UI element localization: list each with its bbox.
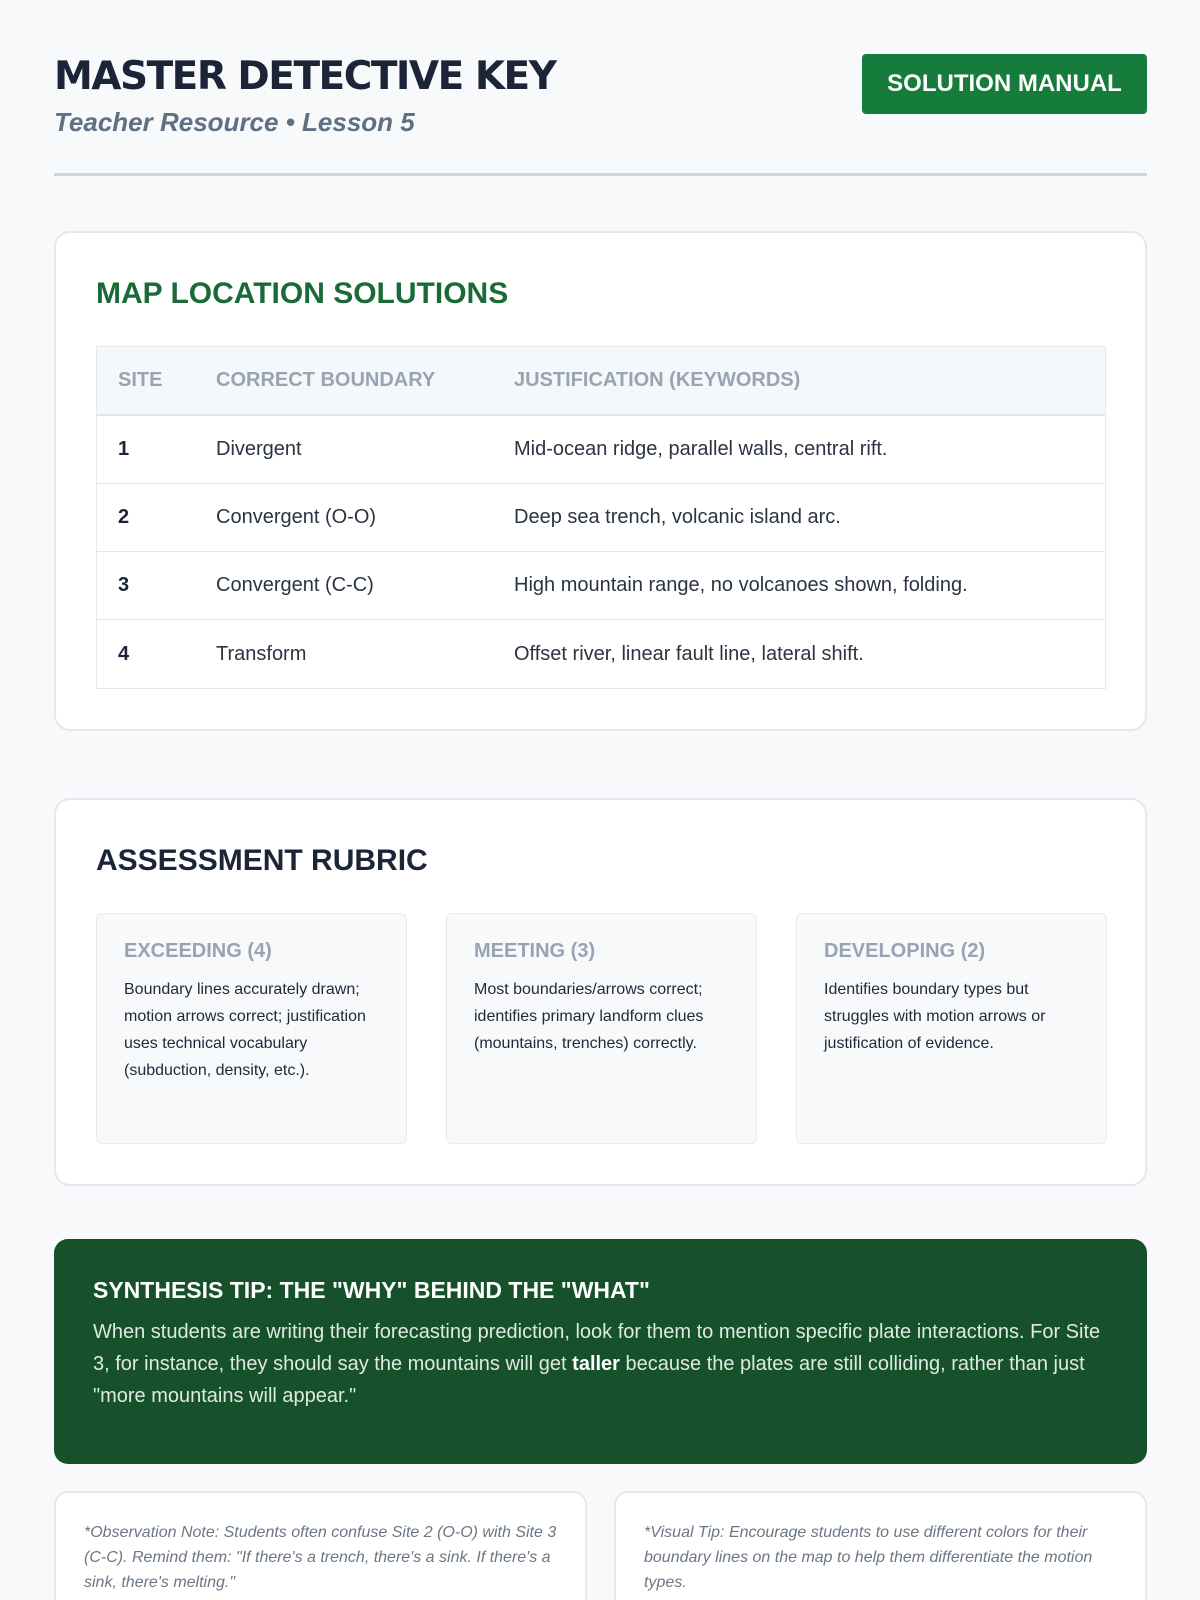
table-row bbox=[97, 416, 1105, 484]
tip-text-end: because the plates are still colliding, rather than just "more mountains will appear." bbox=[93, 1353, 1085, 1407]
rubric-level-meeting bbox=[446, 913, 757, 1144]
tip-emphasis: taller bbox=[572, 1353, 620, 1375]
page-subtitle: Teacher Resource • Lesson 5 bbox=[54, 107, 415, 137]
rubric-level-developing bbox=[796, 913, 1107, 1144]
map-solutions-title: MAP LOCATION SOLUTIONS bbox=[96, 277, 509, 310]
rubric-level-title: DEVELOPING (2) bbox=[824, 940, 986, 962]
site-number: 2 bbox=[118, 506, 130, 528]
column-header-site: SITE bbox=[118, 369, 163, 391]
site-number: 3 bbox=[118, 574, 130, 596]
table-header-row bbox=[97, 347, 1105, 416]
boundary-type: Transform bbox=[216, 642, 307, 665]
rubric-level-text: Identifies boundary types but struggles with motion arrows or justification of evidence. bbox=[824, 981, 1046, 1052]
rubric-level-text: Most boundaries/arrows correct; identifies primary landform clues (mountains, trenches) correctly. bbox=[474, 981, 704, 1052]
column-header-boundary: CORRECT BOUNDARY bbox=[216, 369, 436, 391]
synthesis-tip-title: SYNTHESIS TIP: THE "WHY" BEHIND THE "WHAT" bbox=[93, 1277, 650, 1303]
table-row bbox=[97, 484, 1105, 552]
boundary-type: Divergent bbox=[216, 438, 302, 460]
tip-text-start: When students are writing their forecasting prediction, look for them to mention specific plate interactions. For Site 3, for instance, they should say the mountains will get bbox=[93, 1321, 1101, 1375]
rubric-level-title: EXCEEDING (4) bbox=[124, 940, 272, 962]
table-row bbox=[97, 620, 1105, 688]
assessment-rubric-card bbox=[54, 798, 1147, 1186]
justification: Deep sea trench, volcanic island arc. bbox=[514, 506, 841, 528]
rubric-title: ASSESSMENT RUBRIC bbox=[96, 844, 428, 877]
synthesis-tip-text bbox=[93, 1316, 1109, 1412]
synthesis-tip-box bbox=[54, 1239, 1147, 1464]
visual-tip-note: *Visual Tip: Encourage students to use different colors for their boundary lines on the map to help them differentiate the motion types. bbox=[614, 1491, 1147, 1600]
boundary-type: Convergent (C-C) bbox=[216, 574, 374, 596]
solutions-table bbox=[96, 346, 1106, 689]
column-header-justification: JUSTIFICATION (KEYWORDS) bbox=[514, 369, 801, 391]
site-number: 4 bbox=[118, 642, 130, 665]
rubric-level-title: MEETING (3) bbox=[474, 940, 596, 962]
map-solutions-card bbox=[54, 231, 1147, 731]
justification: High mountain range, no volcanoes shown, folding. bbox=[514, 574, 968, 596]
justification: Mid-ocean ridge, parallel walls, central rift. bbox=[514, 438, 888, 460]
site-number: 1 bbox=[118, 438, 130, 460]
justification: Offset river, linear fault line, lateral shift. bbox=[514, 642, 864, 665]
rubric-level-text: Boundary lines accurately drawn; motion arrows correct; justification uses technical vocabulary (subduction, density, etc.). bbox=[124, 981, 366, 1079]
solution-manual-badge: SOLUTION MANUAL bbox=[862, 54, 1147, 114]
table-row bbox=[97, 552, 1105, 620]
header-divider bbox=[54, 173, 1147, 176]
observation-note: *Observation Note: Students often confuse Site 2 (O-O) with Site 3 (C-C). Remind them: "If there's a trench, there's a sink. If there's a sink, there's melting." bbox=[54, 1491, 587, 1600]
page-title: MASTER DETECTIVE KEY bbox=[54, 54, 556, 99]
rubric-level-exceeding bbox=[96, 913, 407, 1144]
boundary-type: Convergent (O-O) bbox=[216, 506, 377, 528]
header bbox=[54, 52, 1147, 176]
